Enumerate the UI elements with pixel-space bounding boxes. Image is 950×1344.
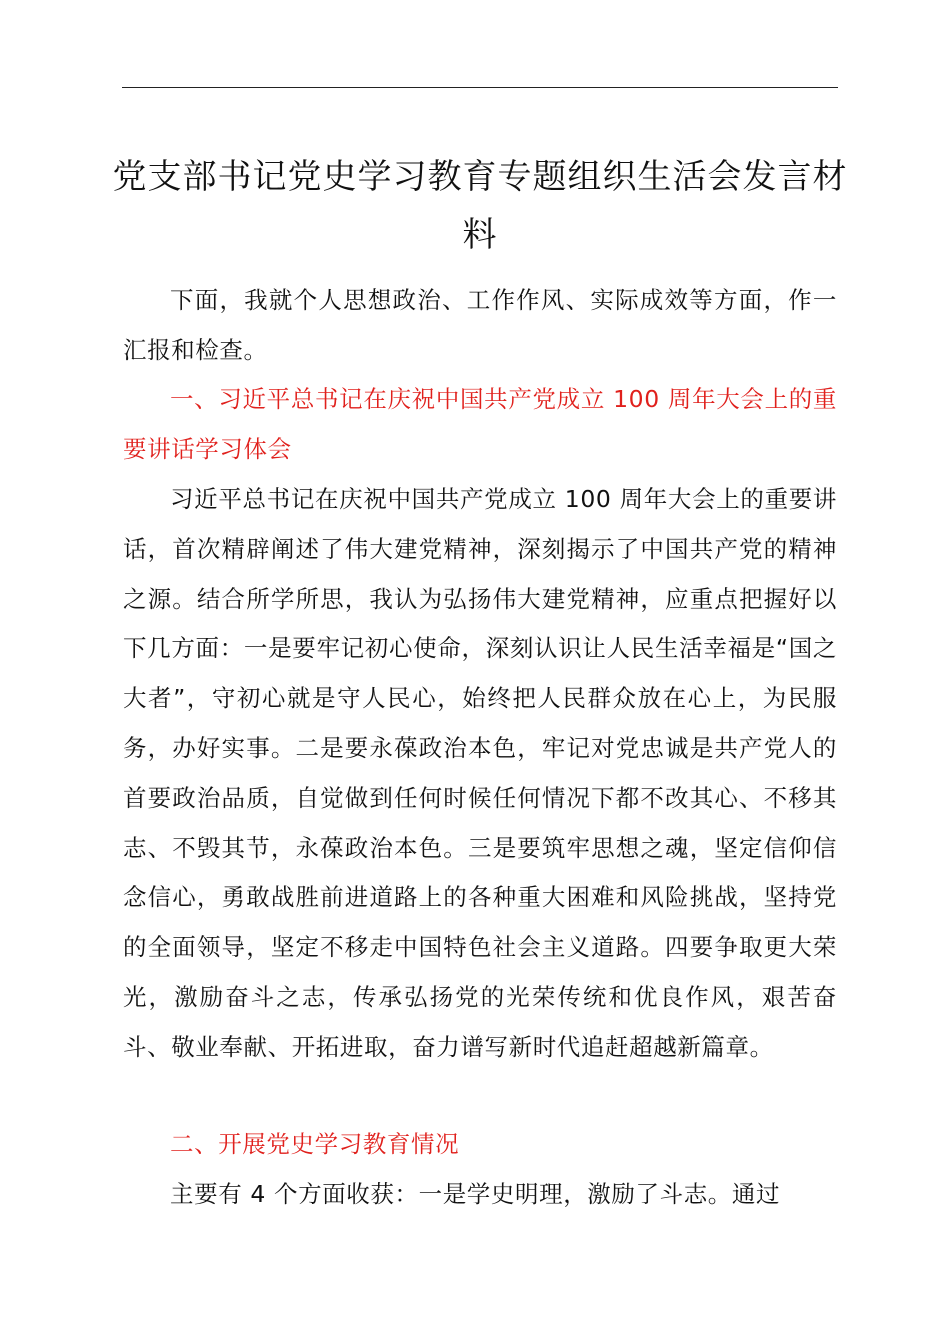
document-title: 党支部书记党史学习教育专题组织生活会发言材料 — [112, 157, 848, 255]
section-body-1: 习近平总书记在庆祝中国共产党成立 100 周年大会上的重要讲话，首次精辟阐述了伟大建党精神，深刻揭示了中国共产党的精神之源。结合所学所思，我认为弘扬伟大建党精神，应重点把握好以下几方面：一是要牢记初心使命，深刻认识让人民生活幸福是“国之大者”，守初心就是守人民心，始终把人民群众放在心上，为民服务，办好实事。二是要永葆政治本色，牢记对党忠诚是共产党人的首要政治品质，自觉做到任何时候任何情况下都不改其心、不移其志、不毁其节，永葆政治本色。三是要筑牢思想之魂，坚定信仰信念信心，勇敢战胜前进道路上的各种重大困难和风险挑战，坚持党的全面领导，坚定不移走中国特色社会主义道路。四要争取更大荣光，激励奋斗之志，传承弘扬党的光荣传统和优良作风，艰苦奋斗、敬业奉献、开拓进取，奋力谱写新时代追赶超越新篇章。 — [123, 485, 837, 1061]
section-body-2: 主要有 4 个方面收获：一是学史明理，激励了斗志。通过 — [170, 1180, 781, 1208]
header-rule — [122, 87, 838, 88]
section-heading-1: 一、习近平总书记在庆祝中国共产党成立 100 周年大会上的重要讲话学习体会 — [123, 385, 837, 463]
section-heading-2: 二、开展党史学习教育情况 — [170, 1130, 460, 1158]
intro-paragraph: 下面，我就个人思想政治、工作作风、实际成效等方面，作一汇报和检查。 — [123, 286, 837, 364]
